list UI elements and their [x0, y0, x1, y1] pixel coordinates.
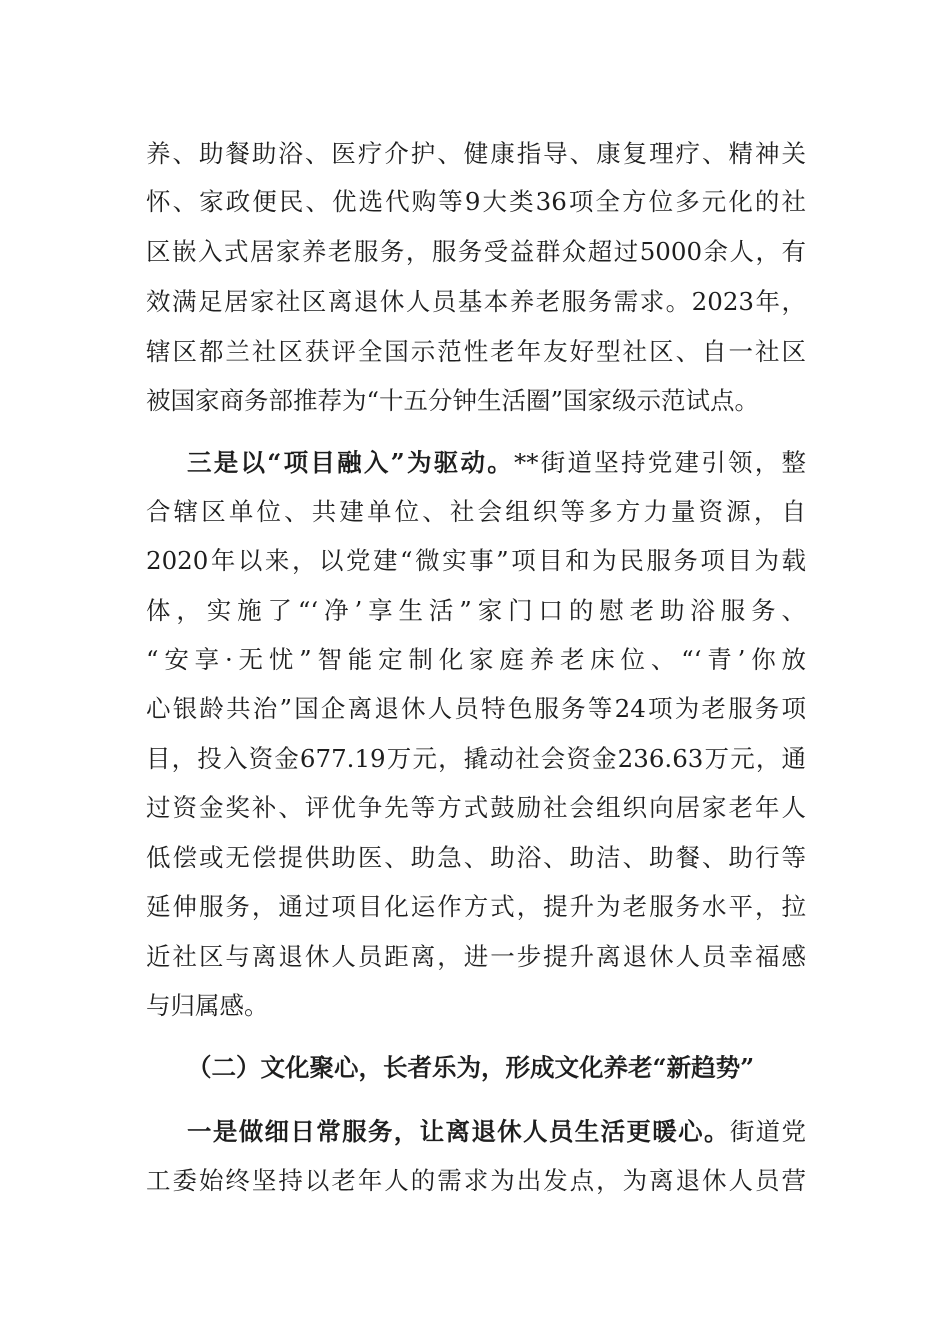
para1-line-2: 怀、家政便民、优选代购等9大类36项全方位多元化的社	[146, 187, 806, 216]
para3-line-2: 工委始终坚持以老年人的需求为出发点，为离退休人员营	[146, 1166, 806, 1195]
section-heading-2: （二）文化聚心，长者乐为，形成文化养老“新趋势”	[187, 1053, 755, 1082]
para2-line-5: “安享·无忧”智能定制化家庭养老床位、“‘青’你放	[146, 645, 806, 674]
para1-line-5: 辖区都兰社区获评全国示范性老年友好型社区、自一社区	[146, 337, 806, 366]
para2-line-11: 近社区与离退休人员距离，进一步提升离退休人员幸福感	[146, 942, 806, 971]
para1-line-6: 被国家商务部推荐为“十五分钟生活圈”国家级示范试点。	[146, 386, 760, 415]
para2-line-12: 与归属感。	[146, 991, 269, 1020]
para2-line-6: 心银龄共治”国企离退休人员特色服务等24项为老服务项	[146, 694, 806, 723]
para2-bold-lead: 三是以“项目融入”为驱动。	[187, 448, 514, 477]
para2-line-8: 过资金奖补、评优争先等方式鼓励社会组织向居家老年人	[146, 793, 806, 822]
para2-first-rest: **街道坚持党建引领，整	[513, 448, 806, 477]
para3-first-line	[187, 1112, 806, 1152]
para3-first-rest: 街道党	[729, 1117, 807, 1146]
para2-line-3: 2020年以来，以党建“微实事”项目和为民服务项目为载	[146, 546, 806, 575]
para1-line-3: 区嵌入式居家养老服务，服务受益群众超过5000余人，有	[146, 237, 806, 266]
para1-line-1: 养、助餐助浴、医疗介护、健康指导、康复理疗、精神关	[146, 139, 806, 168]
para2-line-7: 目，投入资金677.19万元，撬动社会资金236.63万元，通	[146, 744, 806, 773]
para2-line-10: 延伸服务，通过项目化运作方式，提升为老服务水平，拉	[146, 892, 806, 921]
para2-first-line	[187, 443, 806, 483]
para3-bold-lead: 一是做细日常服务，让离退休人员生活更暖心。	[187, 1117, 730, 1146]
para1-line-4: 效满足居家社区离退休人员基本养老服务需求。2023年，	[146, 287, 806, 316]
para2-line-4: 体，实施了“‘净’享生活”家门口的慰老助浴服务、	[146, 596, 806, 625]
para2-line-9: 低偿或无偿提供助医、助急、助浴、助洁、助餐、助行等	[146, 843, 806, 872]
para2-line-2: 合辖区单位、共建单位、社会组织等多方力量资源，自	[146, 497, 806, 526]
